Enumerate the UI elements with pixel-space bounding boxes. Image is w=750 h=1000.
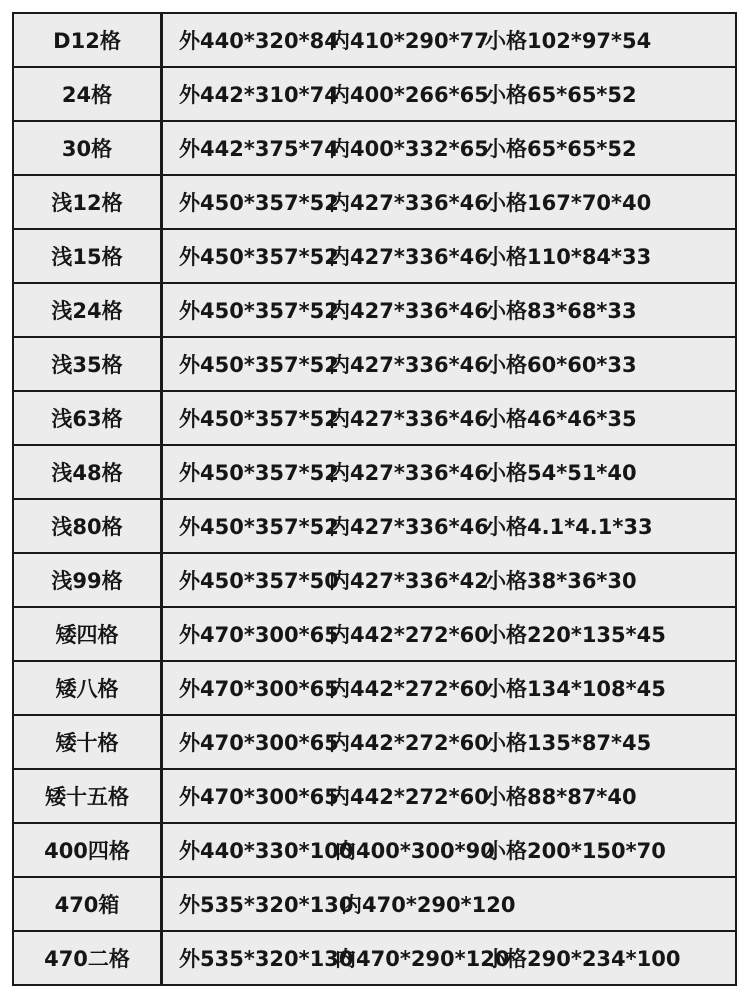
model-name: 浅12格 [13, 175, 162, 229]
model-name: 浅48格 [13, 445, 162, 499]
spec-table-body [13, 13, 736, 985]
dimension-cell [162, 823, 737, 877]
dimension-cell [162, 715, 737, 769]
compartment-dimensions: 小格135*87*45 [485, 731, 652, 755]
table-row [13, 229, 736, 283]
model-name: 浅24格 [13, 283, 162, 337]
model-name: 浅80格 [13, 499, 162, 553]
dimension-cell [162, 229, 737, 283]
table-row [13, 661, 736, 715]
table-row [13, 445, 736, 499]
compartment-dimensions: 小格88*87*40 [485, 785, 637, 809]
inner-dimensions: 内442*272*60 [329, 785, 489, 809]
outer-dimensions: 外450*357*52 [179, 407, 339, 431]
compartment-dimensions: 小格46*46*35 [485, 407, 637, 431]
inner-dimensions: 内470*290*120 [341, 893, 516, 917]
outer-dimensions: 外470*300*65 [179, 731, 339, 755]
compartment-dimensions: 小格60*60*33 [485, 353, 637, 377]
model-name: 470二格 [13, 931, 162, 985]
model-name: 400四格 [13, 823, 162, 877]
outer-dimensions: 外450*357*52 [179, 515, 339, 539]
dimension-cell [162, 553, 737, 607]
compartment-dimensions: 小格65*65*52 [485, 83, 637, 107]
inner-dimensions: 内410*290*77 [329, 29, 489, 53]
outer-dimensions: 外450*357*52 [179, 299, 339, 323]
outer-dimensions: 外450*357*52 [179, 353, 339, 377]
table-row [13, 391, 736, 445]
model-name: 浅35格 [13, 337, 162, 391]
inner-dimensions: 内427*336*46 [329, 245, 489, 269]
size-spec-table [12, 12, 737, 986]
outer-dimensions: 外470*300*65 [179, 677, 339, 701]
outer-dimensions: 外450*357*52 [179, 245, 339, 269]
inner-dimensions: 内400*332*65 [329, 137, 489, 161]
model-name: 浅99格 [13, 553, 162, 607]
model-name: 矮四格 [13, 607, 162, 661]
model-name: 矮十格 [13, 715, 162, 769]
inner-dimensions: 内400*300*90 [335, 839, 495, 863]
table-row [13, 175, 736, 229]
compartment-dimensions: 小格134*108*45 [485, 677, 666, 701]
inner-dimensions: 内427*336*46 [329, 191, 489, 215]
table-row [13, 607, 736, 661]
model-name: 矮八格 [13, 661, 162, 715]
outer-dimensions: 外442*375*74 [179, 137, 339, 161]
dimension-cell [162, 607, 737, 661]
dimension-cell [162, 445, 737, 499]
outer-dimensions: 外440*320*84 [179, 29, 339, 53]
table-row [13, 769, 736, 823]
model-name: 浅15格 [13, 229, 162, 283]
compartment-dimensions: 小格102*97*54 [485, 29, 652, 53]
compartment-dimensions: 小格200*150*70 [485, 839, 666, 863]
table-row [13, 499, 736, 553]
compartment-dimensions: 小格220*135*45 [485, 623, 666, 647]
table-row [13, 931, 736, 985]
dimension-cell [162, 499, 737, 553]
inner-dimensions: 内400*266*65 [329, 83, 489, 107]
dimension-cell [162, 67, 737, 121]
dimension-cell [162, 283, 737, 337]
outer-dimensions: 外535*320*130 [179, 893, 354, 917]
inner-dimensions: 内427*336*46 [329, 353, 489, 377]
dimension-cell [162, 175, 737, 229]
table-row [13, 877, 736, 931]
table-row [13, 823, 736, 877]
inner-dimensions: 内427*336*46 [329, 407, 489, 431]
model-name: 24格 [13, 67, 162, 121]
outer-dimensions: 外450*357*50 [179, 569, 339, 593]
inner-dimensions: 内470*290*120 [335, 947, 510, 971]
outer-dimensions: 外470*300*65 [179, 785, 339, 809]
compartment-dimensions: 小格38*36*30 [485, 569, 637, 593]
table-row [13, 283, 736, 337]
dimension-cell [162, 337, 737, 391]
outer-dimensions: 外470*300*65 [179, 623, 339, 647]
outer-dimensions: 外440*330*100 [179, 839, 354, 863]
model-name: 470箱 [13, 877, 162, 931]
compartment-dimensions: 小格4.1*4.1*33 [485, 515, 653, 539]
inner-dimensions: 内442*272*60 [329, 677, 489, 701]
inner-dimensions: 内442*272*60 [329, 623, 489, 647]
compartment-dimensions: 小格54*51*40 [485, 461, 637, 485]
compartment-dimensions: 小格83*68*33 [485, 299, 637, 323]
dimension-cell [162, 391, 737, 445]
dimension-cell [162, 13, 737, 67]
table-row [13, 715, 736, 769]
table-row [13, 553, 736, 607]
dimension-cell [162, 769, 737, 823]
table-row [13, 121, 736, 175]
outer-dimensions: 外450*357*52 [179, 461, 339, 485]
inner-dimensions: 内427*336*46 [329, 515, 489, 539]
compartment-dimensions: 小格167*70*40 [485, 191, 652, 215]
dimension-cell [162, 877, 737, 931]
outer-dimensions: 外535*320*130 [179, 947, 354, 971]
model-name: 30格 [13, 121, 162, 175]
inner-dimensions: 内427*336*46 [329, 461, 489, 485]
dimension-cell [162, 661, 737, 715]
compartment-dimensions: 小格65*65*52 [485, 137, 637, 161]
outer-dimensions: 外450*357*52 [179, 191, 339, 215]
dimension-cell [162, 931, 737, 985]
model-name: 矮十五格 [13, 769, 162, 823]
inner-dimensions: 内427*336*42 [329, 569, 489, 593]
inner-dimensions: 内442*272*60 [329, 731, 489, 755]
inner-dimensions: 内427*336*46 [329, 299, 489, 323]
table-row [13, 13, 736, 67]
model-name: D12格 [13, 13, 162, 67]
model-name: 浅63格 [13, 391, 162, 445]
compartment-dimensions: 小格290*234*100 [485, 947, 681, 971]
table-row [13, 337, 736, 391]
compartment-dimensions: 小格110*84*33 [485, 245, 652, 269]
outer-dimensions: 外442*310*74 [179, 83, 339, 107]
table-row [13, 67, 736, 121]
dimension-cell [162, 121, 737, 175]
